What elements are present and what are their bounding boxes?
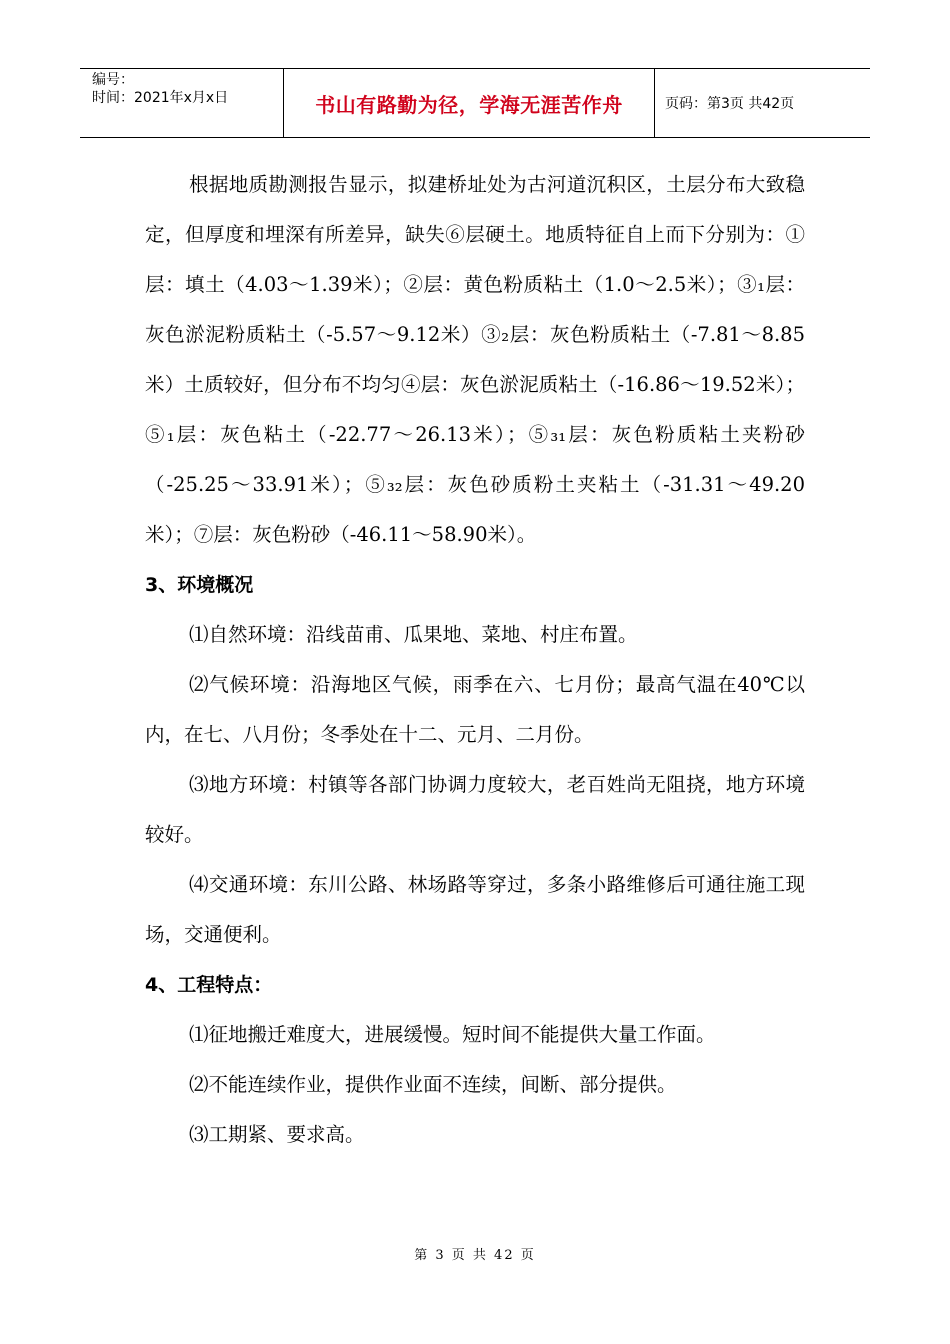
- header-meta: [80, 69, 283, 137]
- document-number-label: 编号：: [92, 72, 134, 88]
- geology-paragraph: 根据地质勘测报告显示，拟建桥址处为古河道沉积区，土层分布大致稳定，但厚度和埋深有所差异，缺失⑥层硬土。地质特征自上而下分别为：①层：填土（4.03～1.39米）；②层：黄色粉质粘土（1.0～2.5米）；③₁层：灰色淤泥粉质粘土（-5.57～9.12米）③₂层：灰色粉质粘土（-7.81～8.85米）土质较好，但分布不均匀④层：灰色淤泥质粘土（-16.86～19.52米）；⑤₁层：灰色粘土（-22.77～26.13米）；⑤₃₁层：灰色粉质粘土夹粉砂（-25.25～33.91米）；⑤₃₂层：灰色砂质粉土夹粘土（-31.31～49.20米）；⑦层：灰色粉砂（-46.11～58.90米）。: [145, 173, 805, 546]
- list-item: ⑵气候环境：沿海地区气候，雨季在六、七月份；最高气温在40℃以内，在七、八月份；冬季处在十二、元月、二月份。: [145, 673, 805, 746]
- motto-text: 书山有路勤为径，学海无涯苦作舟: [315, 92, 623, 117]
- header-motto-cell: [283, 69, 655, 137]
- section-heading-environment: 3、环境概况: [145, 574, 254, 596]
- section-heading-features: 4、工程特点：: [145, 974, 273, 996]
- document-date: 时间：2021年x月x日: [92, 90, 229, 106]
- list-item: ⑷交通环境：东川公路、林场路等穿过，多条小路维修后可通往施工现场，交通便利。: [145, 873, 805, 946]
- list-item: ⑴自然环境：沿线苗甫、瓜果地、菜地、村庄布置。: [189, 623, 638, 646]
- list-item: ⑶工期紧、要求高。: [189, 1123, 365, 1146]
- list-item: ⑶地方环境：村镇等各部门协调力度较大，老百姓尚无阻挠，地方环境较好。: [145, 773, 805, 846]
- document-body: [145, 160, 805, 1160]
- list-item: ⑴征地搬迁难度大，进展缓慢。短时间不能提供大量工作面。: [189, 1023, 716, 1046]
- page-header: [80, 68, 870, 138]
- page-footer: 第 3 页 共 42 页: [414, 1248, 536, 1263]
- list-item: ⑵不能连续作业，提供作业面不连续，间断、部分提供。: [189, 1073, 677, 1096]
- page-info: 页码：第3页 共42页: [665, 96, 795, 112]
